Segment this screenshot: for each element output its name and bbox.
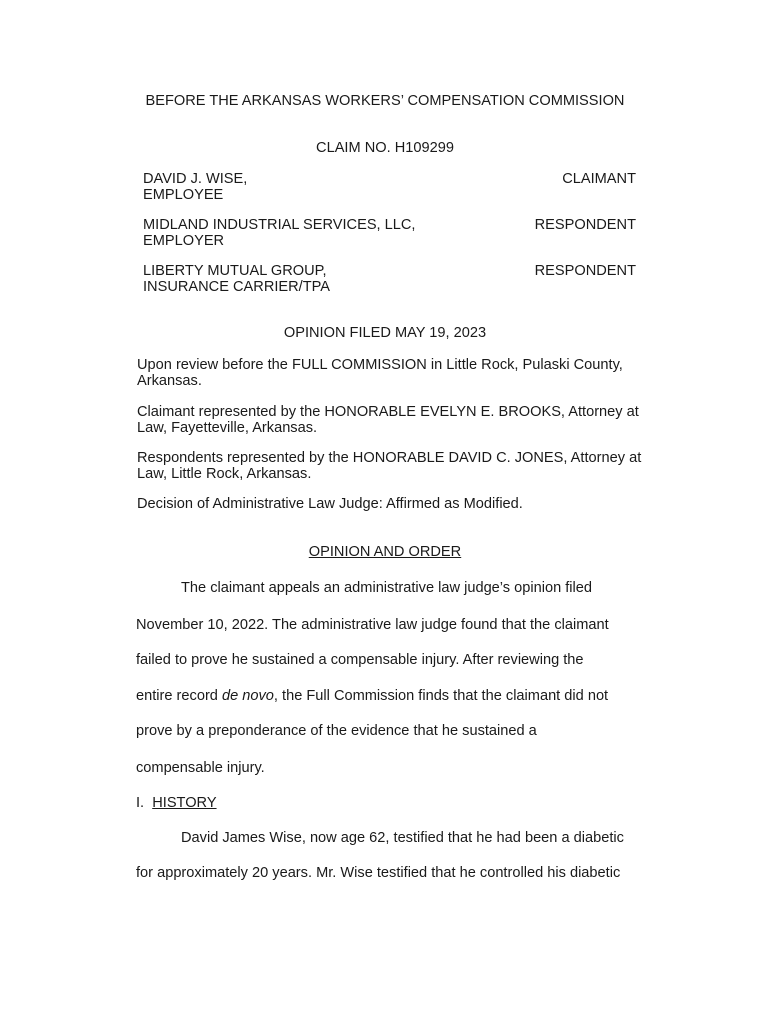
claimant-representation: Claimant represented by the HONORABLE EVELYN E. BROOKS, Attorney at Law, Fayetteville, Arkansas. [137, 404, 639, 436]
commission-title: BEFORE THE ARKANSAS WORKERS’ COMPENSATION COMMISSION [145, 93, 625, 109]
history-title: HISTORY [152, 795, 217, 811]
body-line-4 [136, 688, 608, 704]
history-number: I. [136, 795, 153, 811]
opinion-filed-date: OPINION FILED MAY 19, 2023 [283, 325, 487, 341]
section-heading: OPINION AND ORDER [308, 544, 462, 560]
de-novo-term: de novo [221, 688, 274, 704]
carrier-role: RESPONDENT [534, 263, 636, 279]
employer-role: RESPONDENT [534, 217, 636, 233]
employer-type: EMPLOYER [143, 233, 225, 249]
history-line-2: for approximately 20 years. Mr. Wise testified that he controlled his diabetic [136, 865, 621, 881]
body-line-4-post: , the Full Commission finds that the claimant did not [273, 688, 609, 704]
history-heading [136, 795, 217, 811]
body-line-1: The claimant appeals an administrative law judge’s opinion filed [181, 580, 593, 596]
employer-name: MIDLAND INDUSTRIAL SERVICES, LLC, [143, 217, 416, 233]
claimant-name: DAVID J. WISE, [143, 171, 248, 187]
claim-number: CLAIM NO. H109299 [316, 140, 454, 156]
history-line-1: David James Wise, now age 62, testified that he had been a diabetic [181, 830, 624, 846]
body-line-2: November 10, 2022. The administrative law judge found that the claimant [136, 617, 609, 633]
body-line-3: failed to prove he sustained a compensable injury. After reviewing the [136, 652, 584, 668]
claimant-role: CLAIMANT [562, 171, 636, 187]
body-line-6: compensable injury. [136, 760, 265, 776]
carrier-type: INSURANCE CARRIER/TPA [143, 279, 331, 295]
body-line-4-pre: entire record [136, 688, 222, 704]
review-paragraph: Upon review before the FULL COMMISSION in Little Rock, Pulaski County, Arkansas. [137, 357, 623, 389]
carrier-name: LIBERTY MUTUAL GROUP, [143, 263, 327, 279]
claimant-type: EMPLOYEE [143, 187, 224, 203]
body-line-5: prove by a preponderance of the evidence that he sustained a [136, 723, 537, 739]
respondent-representation: Respondents represented by the HONORABLE DAVID C. JONES, Attorney at Law, Little Rock, Arkansas. [137, 450, 642, 482]
alj-decision: Decision of Administrative Law Judge: Affirmed as Modified. [137, 496, 523, 512]
